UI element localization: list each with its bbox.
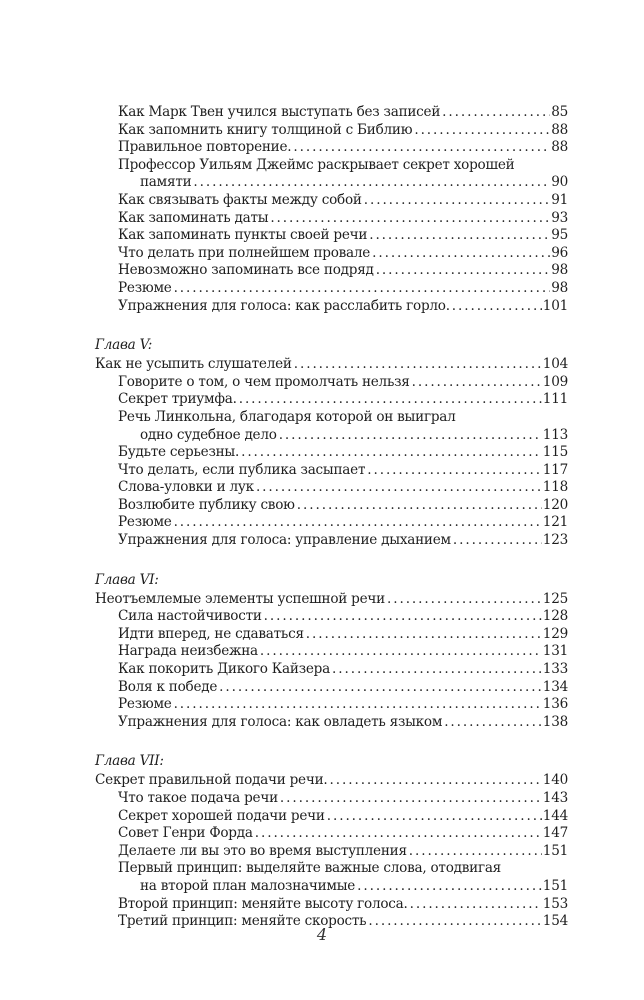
chapter-page: 140: [542, 772, 568, 789]
toc-entry-title: Возлюбите публику свою: [118, 496, 295, 513]
dot-leader: [372, 245, 550, 263]
toc-entry: [95, 192, 568, 210]
toc-entry: [95, 714, 568, 732]
dot-leader: [387, 591, 542, 609]
dot-leader: [444, 714, 542, 732]
toc-entry-title: Слова-уловки и лук: [118, 479, 254, 496]
toc-entry-page: 120: [542, 496, 568, 513]
toc-entry: [95, 139, 568, 157]
toc-entry-page: 111: [542, 391, 568, 408]
toc-entry: [95, 696, 568, 714]
toc-entry-title: Невозможно запоминать все подряд: [118, 262, 374, 279]
dot-leader: [327, 808, 542, 826]
dot-leader: [239, 391, 542, 409]
toc-entry: [95, 374, 568, 392]
toc-entry: [95, 878, 568, 896]
dot-leader: [219, 679, 542, 697]
chapter-title: Как не усыпить слушателей: [95, 356, 292, 373]
toc-entry: [95, 227, 568, 245]
toc-entry-page: 133: [542, 661, 568, 678]
chapter-label: Глава V:: [95, 337, 153, 354]
toc-entry-title: Резюме: [118, 514, 172, 531]
toc-entry-title: Как Марк Твен учился выступать без записей: [118, 104, 441, 120]
chapter-page: 125: [542, 590, 568, 607]
dot-leader: [453, 532, 542, 550]
toc-entry-title-line1: Речь Линкольна, благодаря которой он выиграл: [118, 408, 456, 425]
toc-entry-page: 90: [551, 174, 568, 191]
toc-entry-page: 129: [542, 625, 568, 642]
toc-entry: [95, 497, 568, 515]
toc-entry: [95, 444, 568, 462]
toc-entry: [95, 210, 568, 228]
dot-leader: [256, 479, 542, 497]
toc-entry-title: Правильное повторение.: [118, 139, 292, 156]
dot-leader: [369, 227, 550, 245]
toc-entry-title-line1: Первый принцип: выделяйте важные слова, отодвигая: [118, 860, 502, 877]
toc-entry-page: 88: [551, 121, 568, 138]
toc-entry: [95, 298, 568, 316]
toc-entry-title-line2: одно судебное дело: [140, 426, 277, 443]
toc-entry-page: 115: [542, 444, 568, 461]
toc-entry-title: Как запоминать пункты своей речи: [118, 227, 368, 244]
toc-entry-page: 136: [542, 696, 568, 713]
toc-entry-title: Упражнения для голоса: как овладеть языком: [118, 713, 443, 730]
toc-entry-title: Награда неизбежна: [118, 643, 258, 660]
toc-entry: [95, 280, 568, 298]
toc-entry-title-line1: Профессор Уильям Джеймс раскрывает секрет хорошей: [118, 156, 515, 173]
dot-leader: [410, 896, 542, 914]
toc-entry: [95, 391, 568, 409]
toc-entry-title: Второй принцип: меняйте высоту голоса.: [118, 895, 408, 912]
toc-entry-title: Что делать, если публика засыпает: [118, 461, 366, 478]
chapter-title-entry: [95, 772, 568, 790]
toc-entry-page: 101: [542, 297, 568, 314]
dot-leader: [260, 643, 542, 661]
toc-entry: [95, 626, 568, 644]
toc-entry-page: 143: [542, 790, 568, 806]
toc-entry-title: Секрет триумфа.: [118, 391, 237, 408]
toc-entry: [95, 808, 568, 826]
dot-leader: [364, 192, 550, 210]
toc-entry-page: 98: [551, 279, 568, 296]
dot-leader: [409, 843, 542, 861]
dot-leader: [306, 626, 542, 644]
dot-leader: [452, 298, 542, 316]
toc-entry: [95, 679, 568, 697]
toc-entry: [95, 479, 568, 497]
toc-entry-title: Воля к победе: [118, 678, 218, 695]
page-number: 4: [316, 925, 328, 944]
toc-entry-page: 88: [551, 139, 568, 156]
toc-entry-title: Сила настойчивости: [118, 608, 262, 625]
toc-entry-page: 121: [542, 514, 568, 531]
dot-leader: [241, 444, 542, 462]
dot-leader: [279, 427, 542, 445]
dot-leader: [414, 122, 550, 140]
chapter-title-entry: [95, 591, 568, 609]
toc-entry-title: Совет Генри Форда: [118, 825, 253, 842]
toc-entry-title: Будьте серьезны.: [118, 444, 240, 461]
chapter-page: 104: [542, 356, 568, 373]
toc-entry-page: 151: [542, 877, 568, 894]
dot-leader: [294, 356, 542, 374]
dot-leader: [442, 104, 550, 122]
toc-entry: [95, 825, 568, 843]
toc-entry-page: 131: [542, 643, 568, 660]
toc-entry-title: Секрет хорошей подачи речи: [118, 807, 325, 824]
dot-leader: [280, 790, 542, 808]
toc-entry-page: 93: [551, 209, 568, 226]
toc-entry-title: Как связывать факты между собой: [118, 191, 362, 208]
toc-entry-title: Как покорить Дикого Кайзера: [118, 661, 330, 678]
dot-leader: [174, 280, 551, 298]
toc-entry-title: Говорите о том, о чем промолчать нельзя: [118, 373, 410, 390]
toc-entry: [95, 843, 568, 861]
toc-entry: [95, 514, 568, 532]
toc-entry-page: 117: [542, 461, 568, 478]
toc-entry-page: 118: [542, 479, 568, 496]
toc-entry: [95, 104, 568, 122]
toc-entry-title: Как запомнить книгу толщиной с Библию: [118, 121, 413, 138]
toc-entry-page: 109: [542, 373, 568, 390]
dot-leader: [270, 210, 550, 228]
chapter-title: Секрет правильной подачи речи.: [95, 772, 328, 789]
toc-entry-title: Третий принцип: меняйте скорость: [118, 913, 367, 930]
chapter-title: Неотъемлемые элементы успешной речи: [95, 590, 385, 607]
toc-entry-page: 154: [542, 913, 568, 930]
dot-leader: [297, 497, 542, 515]
dot-leader: [193, 174, 550, 192]
toc-entry: [95, 122, 568, 140]
toc-entry: [95, 174, 568, 192]
toc-entry-title: Упражнения для голоса: как расслабить горло.: [118, 297, 450, 314]
toc-entry: [95, 245, 568, 263]
toc-entry: [95, 262, 568, 280]
toc-entry-page: 147: [542, 825, 568, 842]
table-of-contents: [95, 104, 568, 931]
toc-entry: [95, 643, 568, 661]
toc-entry: [95, 462, 568, 480]
dot-leader: [264, 608, 542, 626]
dot-leader: [332, 661, 542, 679]
dot-leader: [376, 262, 551, 280]
toc-entry-page: 138: [542, 713, 568, 730]
chapter-label: Глава VI:: [95, 571, 159, 588]
toc-entry-title: Делаете ли вы это во время выступления: [118, 842, 407, 859]
dot-leader: [357, 878, 542, 896]
toc-entry-page: 134: [542, 678, 568, 695]
dot-leader: [293, 139, 550, 157]
toc-entry-title-line2: на второй план малозначимые: [140, 877, 356, 894]
chapter-title-entry: [95, 356, 568, 374]
toc-entry: [95, 427, 568, 445]
toc-entry-page: 98: [551, 262, 568, 279]
dot-leader: [174, 696, 542, 714]
toc-entry-page: 153: [542, 895, 568, 912]
toc-entry: [95, 608, 568, 626]
toc-entry-page: 95: [551, 227, 568, 244]
toc-entry: [95, 790, 568, 808]
toc-entry-page: 91: [551, 191, 568, 208]
toc-entry-title-line2: памяти: [140, 174, 192, 191]
toc-entry-title: Резюме: [118, 279, 172, 296]
toc-entry-page: 123: [542, 532, 568, 549]
dot-leader: [367, 462, 542, 480]
chapter-label: Глава VII:: [95, 753, 164, 770]
toc-entry-page: 113: [542, 426, 568, 443]
toc-entry: [95, 896, 568, 914]
toc-entry-page: 144: [542, 807, 568, 824]
toc-entry-page: 151: [542, 842, 568, 859]
toc-entry-title: Как запоминать даты: [118, 209, 269, 226]
toc-entry-page: 85: [551, 104, 568, 120]
toc-entry-title: Резюме: [118, 696, 172, 713]
dot-leader: [412, 374, 542, 392]
toc-entry-page: 128: [542, 608, 568, 625]
toc-entry: [95, 532, 568, 550]
dot-leader: [329, 772, 541, 790]
toc-entry-page: 96: [551, 244, 568, 261]
toc-entry: [95, 661, 568, 679]
dot-leader: [255, 825, 542, 843]
toc-entry-title: Идти вперед, не сдаваться: [118, 625, 304, 642]
toc-entry-title: Что делать при полнейшем провале: [118, 244, 371, 261]
toc-entry-title: Что такое подача речи: [118, 790, 278, 806]
dot-leader: [174, 514, 542, 532]
toc-entry-title: Упражнения для голоса: управление дыханием: [118, 532, 451, 549]
